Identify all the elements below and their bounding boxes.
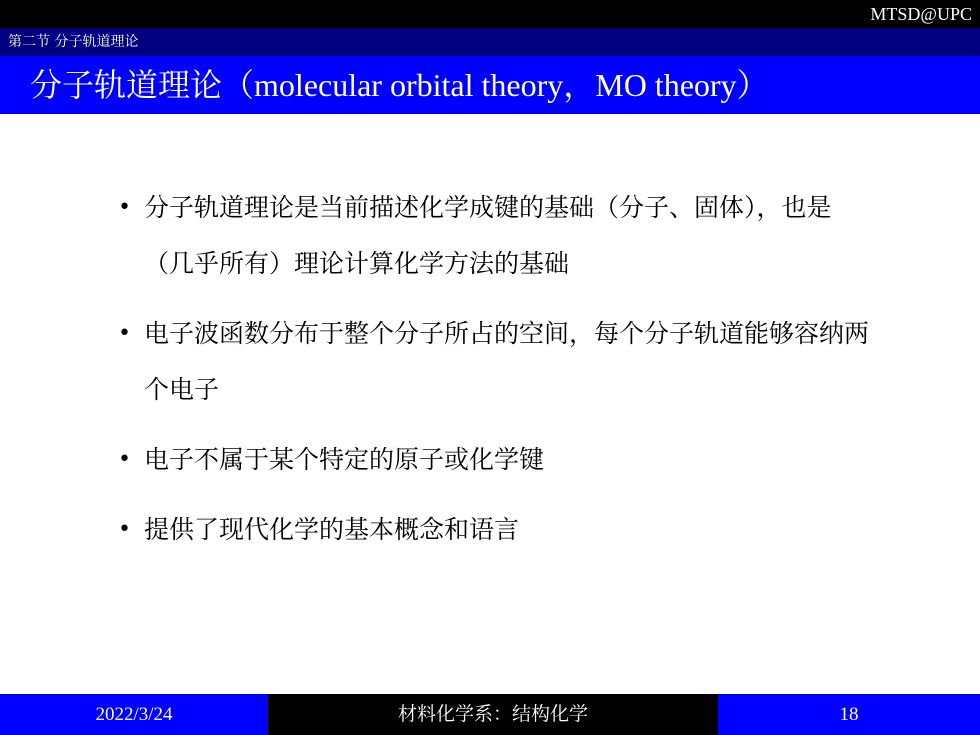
organization-label: MTSD@UPC xyxy=(870,4,972,24)
footer-course: 材料化学系：结构化学 xyxy=(268,694,718,735)
bullet-item xyxy=(118,180,878,292)
section-label: 第二节 分子轨道理论 xyxy=(8,34,139,50)
slide-title xyxy=(30,65,769,105)
bullet-dot-icon: • xyxy=(118,195,131,220)
bullet-item xyxy=(118,432,878,488)
footer-date: 2022/3/24 xyxy=(0,694,268,735)
bullet-dot-icon: • xyxy=(118,321,131,346)
bullet-item xyxy=(118,306,878,418)
bullet-item xyxy=(118,502,878,558)
section-band xyxy=(0,28,980,56)
bullet-text: 提供了现代化学的基本概念和语言 xyxy=(144,515,520,544)
slide-title-en: （molecular orbital theory，MO theory） xyxy=(222,67,769,103)
bullet-dot-icon: • xyxy=(118,447,131,472)
title-band xyxy=(0,56,980,114)
slide-title-cn: 分子轨道理论 xyxy=(30,66,223,104)
bullet-dot-icon: • xyxy=(118,517,131,542)
footer xyxy=(0,694,980,735)
footer-page-number: 18 xyxy=(718,694,980,735)
bullet-list xyxy=(118,180,878,572)
bullet-text: 分子轨道理论是当前描述化学成键的基础（分子、固体），也是（几乎所有）理论计算化学方法的基础 xyxy=(144,193,832,278)
top-bar xyxy=(0,0,980,28)
bullet-text: 电子不属于某个特定的原子或化学键 xyxy=(144,445,545,474)
bullet-text: 电子波函数分布于整个分子所占的空间，每个分子轨道能够容纳两个电子 xyxy=(144,319,870,404)
